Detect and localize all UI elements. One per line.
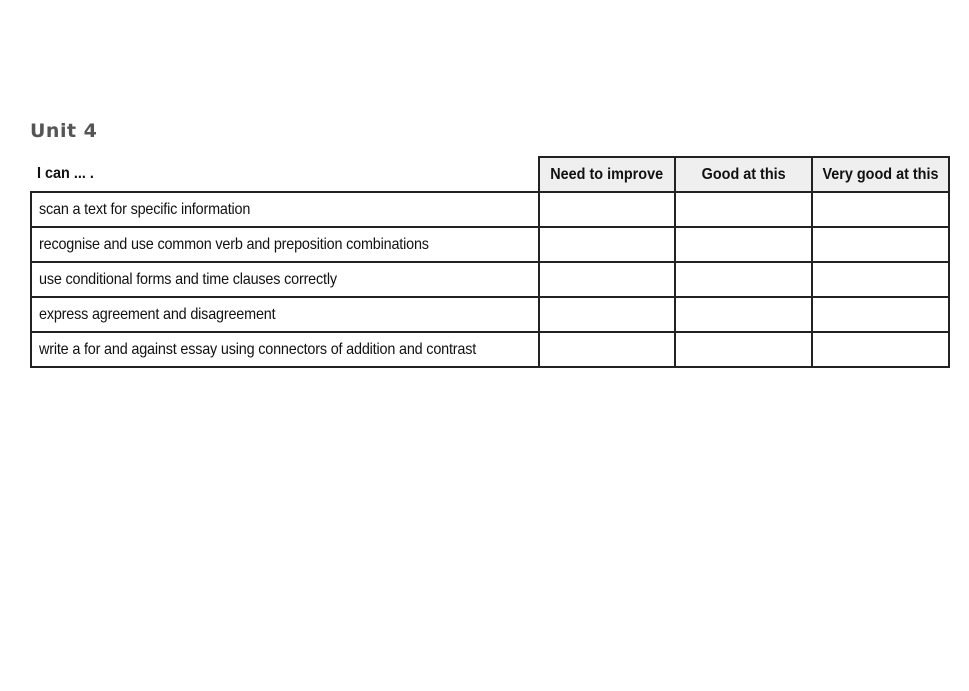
skill-label: use conditional forms and time clauses correctly xyxy=(39,270,337,288)
need-to-improve-cell[interactable] xyxy=(539,262,675,297)
header-very-good-at-this-label: Very good at this xyxy=(822,165,939,183)
skill-cell xyxy=(31,297,539,332)
unit-title: Unit 4 xyxy=(30,120,98,142)
need-to-improve-cell[interactable] xyxy=(539,192,675,227)
header-good-at-this-label: Good at this xyxy=(701,165,786,183)
header-i-can-label: I can ... . xyxy=(37,165,94,182)
very-good-at-this-cell[interactable] xyxy=(812,227,949,262)
very-good-at-this-cell[interactable] xyxy=(812,332,949,367)
table-row xyxy=(31,227,949,262)
table-row xyxy=(31,332,949,367)
header-need-to-improve-label: Need to improve xyxy=(550,165,664,183)
skill-cell xyxy=(31,332,539,367)
header-good-at-this xyxy=(675,157,812,192)
skill-label: scan a text for specific information xyxy=(39,200,251,218)
skill-label: express agreement and disagreement xyxy=(39,305,276,323)
skill-label: write a for and against essay using connectors of addition and contrast xyxy=(39,340,477,358)
table-row xyxy=(31,297,949,332)
table-row xyxy=(31,192,949,227)
header-need-to-improve xyxy=(539,157,675,192)
good-at-this-cell[interactable] xyxy=(675,297,812,332)
skill-cell xyxy=(31,262,539,297)
self-assessment-table xyxy=(30,156,950,368)
very-good-at-this-cell[interactable] xyxy=(812,192,949,227)
skill-label: recognise and use common verb and preposition combinations xyxy=(39,235,429,253)
good-at-this-cell[interactable] xyxy=(675,192,812,227)
table-header-row xyxy=(31,157,949,192)
need-to-improve-cell[interactable] xyxy=(539,227,675,262)
table-row xyxy=(31,262,949,297)
header-i-can xyxy=(31,157,539,192)
need-to-improve-cell[interactable] xyxy=(539,332,675,367)
need-to-improve-cell[interactable] xyxy=(539,297,675,332)
good-at-this-cell[interactable] xyxy=(675,332,812,367)
very-good-at-this-cell[interactable] xyxy=(812,297,949,332)
skill-cell xyxy=(31,227,539,262)
good-at-this-cell[interactable] xyxy=(675,227,812,262)
skill-cell xyxy=(31,192,539,227)
good-at-this-cell[interactable] xyxy=(675,262,812,297)
header-very-good-at-this xyxy=(812,157,949,192)
very-good-at-this-cell[interactable] xyxy=(812,262,949,297)
